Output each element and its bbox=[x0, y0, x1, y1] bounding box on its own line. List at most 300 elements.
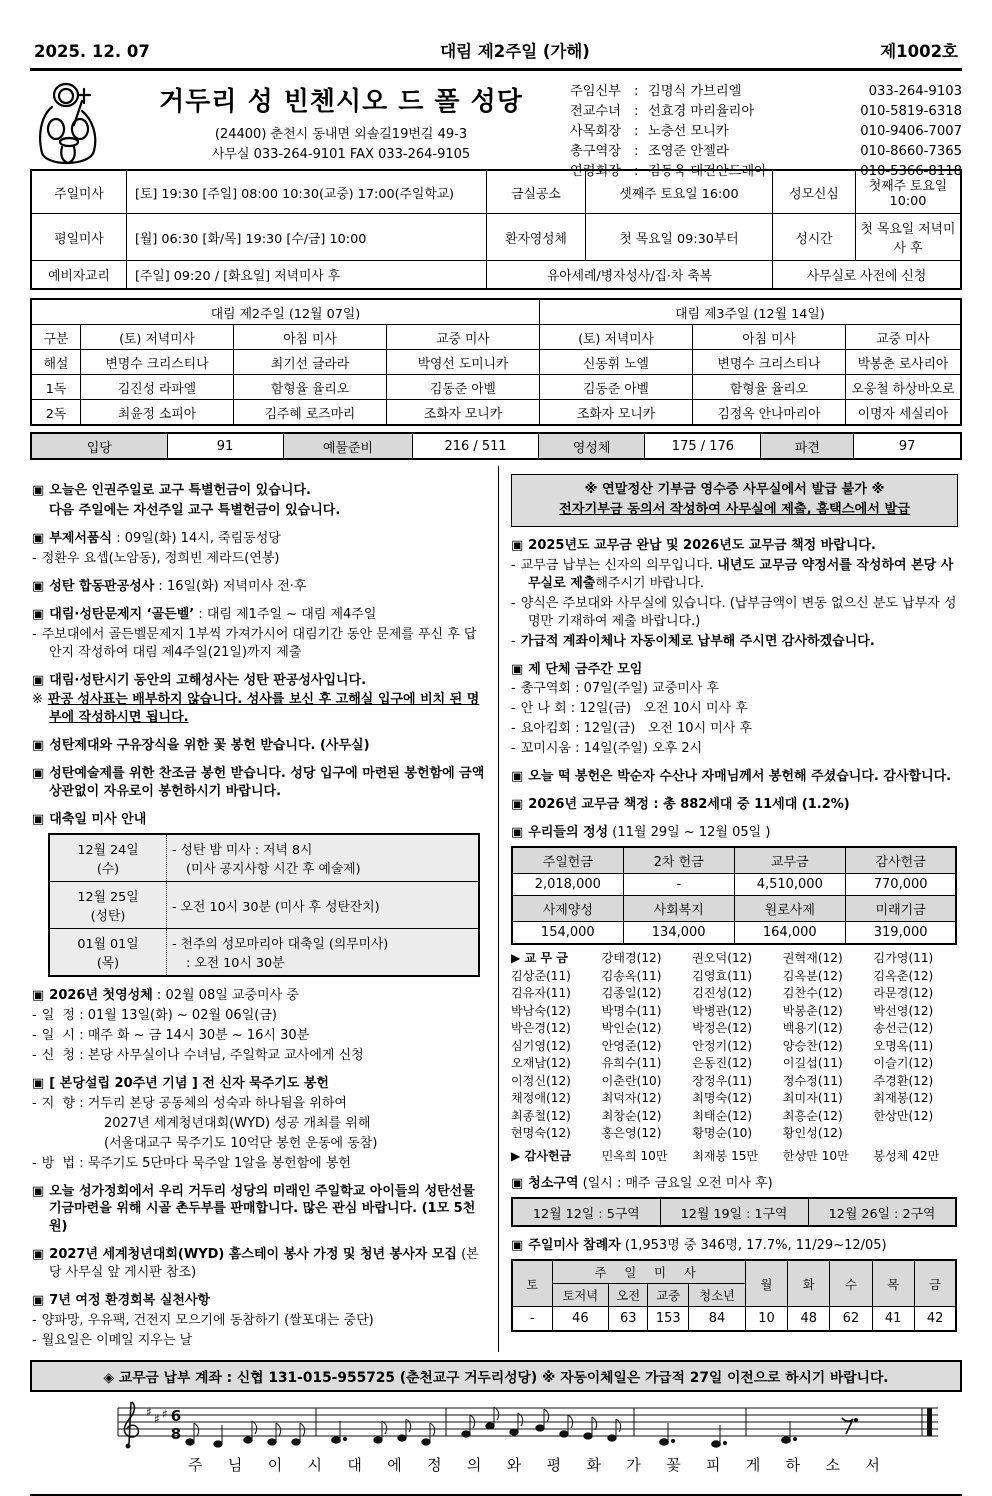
col-header: 주 일 미 사 bbox=[552, 1260, 745, 1284]
bullet-icon: - bbox=[32, 626, 37, 642]
cell: 성모신심 bbox=[773, 170, 856, 214]
donor-name: 오재남(12) bbox=[511, 1056, 571, 1071]
line-text: 꼬미시움 : 14일(주일) 오후 2시 bbox=[520, 741, 703, 757]
announcements-right-column bbox=[498, 466, 962, 1352]
announcement-line bbox=[511, 824, 962, 842]
bullet-icon: ▣ bbox=[511, 797, 524, 813]
line-text: 성탄 합동판공성사 bbox=[49, 578, 155, 594]
donor-name: 이슬기(12) bbox=[873, 1056, 934, 1071]
donor-name: 은동진(12) bbox=[692, 1056, 753, 1071]
donor-name: 권오덕(12) bbox=[692, 951, 753, 966]
bullet-icon: ▣ bbox=[511, 769, 524, 785]
line-text: 대림·성탄시기 동안의 고해성사는 성탄 판공성사입니다. bbox=[49, 672, 367, 688]
cell: [토] 19:30 [주일] 08:00 10:30(교중) 17:00(주일학교) bbox=[127, 170, 487, 214]
church-block bbox=[30, 71, 962, 180]
line-text: 다음 주일에는 자선주일 교구 특별헌금이 있습니다. bbox=[49, 502, 341, 518]
line-text: 주일미사 참례자 bbox=[528, 1238, 621, 1254]
lyric-syllable: 님 bbox=[227, 1456, 243, 1474]
cell: 41 bbox=[872, 1307, 914, 1332]
announcement-line bbox=[32, 530, 486, 548]
announcement-line bbox=[511, 557, 962, 593]
stat-value: 91 bbox=[167, 434, 283, 458]
announcement-line bbox=[511, 720, 962, 738]
feast-date-cell bbox=[49, 882, 167, 929]
announcement-line bbox=[32, 691, 486, 727]
staff-name: 김명식 가브리엘 bbox=[648, 84, 742, 99]
col-header: (토) 저녁미사 bbox=[81, 325, 234, 350]
lyric-syllable: 이 bbox=[267, 1456, 283, 1474]
table-row bbox=[31, 261, 961, 290]
bullet-icon: ※ bbox=[32, 692, 43, 708]
cell: 이명자 세실리아 bbox=[846, 400, 962, 426]
line-text: : 02월 08일 교중미사 중 bbox=[152, 988, 299, 1004]
table-row bbox=[31, 400, 961, 426]
cell: 770,000 bbox=[845, 874, 956, 896]
page-header bbox=[30, 38, 962, 71]
col-header: 수 bbox=[830, 1260, 872, 1307]
cell: 감사헌금 bbox=[845, 847, 956, 874]
cell: 셋째주 토요일 16:00 bbox=[586, 170, 773, 214]
staff-role: 주임신부 bbox=[570, 84, 621, 99]
feast-day: (성탄) bbox=[90, 909, 126, 925]
donor-name: 강태경(12) bbox=[601, 951, 662, 966]
feast-desc-cell bbox=[167, 882, 480, 929]
announcement-line bbox=[32, 578, 486, 596]
line-text: 2026년 교무금 책정 : 총 882세대 중 11세대 (1.2%) bbox=[528, 797, 850, 813]
announcement-line bbox=[32, 1027, 486, 1045]
line-text: 판공 성사표는 배부하지 않습니다. 성사를 보신 후 고해실 입구에 비치 된 명부에 작성하시면 됩니다. bbox=[47, 692, 480, 726]
header-date: 2025. 12. 07 bbox=[34, 42, 150, 61]
lyric-syllable: 대 bbox=[347, 1456, 362, 1474]
thanks-offering-grid bbox=[511, 1148, 962, 1166]
bullet-icon: - bbox=[32, 1008, 37, 1023]
donor-name: 김상준(11) bbox=[511, 968, 571, 983]
donor-name: 현명숙(12) bbox=[511, 1126, 571, 1141]
line-text: 부제서품식 bbox=[49, 530, 113, 546]
bullet-icon: ▣ bbox=[511, 537, 524, 553]
donor-name: 박병관(12) bbox=[692, 1003, 753, 1018]
line-text: : 16일(화) 저녁미사 전·후 bbox=[154, 578, 307, 594]
donor-name: 황명순(10) bbox=[692, 1126, 753, 1141]
announcement-line bbox=[32, 1075, 486, 1093]
table-row bbox=[512, 1198, 956, 1226]
staff-role: 총구역장 bbox=[570, 144, 621, 160]
bullet-icon: - bbox=[32, 1027, 37, 1043]
bullet-icon: - bbox=[32, 1095, 37, 1111]
cell: 평일미사 bbox=[31, 214, 127, 261]
table-row bbox=[49, 929, 479, 977]
donor-name: 장정우(11) bbox=[692, 1073, 753, 1088]
line-text: 내년도 교무금 약정서를 작성하여 본당 사무실로 제출 bbox=[528, 557, 954, 591]
cell: 변명수 크리스티나 bbox=[81, 350, 234, 375]
offering-rows bbox=[512, 847, 956, 944]
thanks-item: 한상만 10만 bbox=[782, 1148, 849, 1163]
cell: 12월 12일 : 5구역 bbox=[512, 1198, 660, 1226]
announcement-line bbox=[32, 1095, 486, 1113]
week-header: 대림 제2주일 (12월 07일) bbox=[31, 299, 540, 325]
cell: 김동준 아벨 bbox=[540, 375, 693, 400]
line-text: (11월 29일 ~ 12월 05일 ) bbox=[608, 825, 771, 841]
donor-name: 안정기(12) bbox=[692, 1038, 753, 1053]
lyric-syllable: 화 bbox=[586, 1456, 601, 1474]
lyric-syllable: 하 bbox=[785, 1456, 801, 1474]
feast-date: 12월 25일 bbox=[77, 890, 139, 906]
tax-receipt-notice-box bbox=[511, 474, 958, 527]
cell: 첫 목요일 저녁미사 후 bbox=[856, 214, 962, 261]
notice-line: 전자기부금 동의서 작성하여 사무실에 제출, 홈택스에서 발급 bbox=[558, 502, 911, 518]
donor-name: 김진성(12) bbox=[692, 986, 753, 1001]
church-logo-icon bbox=[30, 79, 112, 171]
feast-line: (미사 공지사항 시간 후 예술제) bbox=[186, 862, 361, 878]
sharp-2: ♯ bbox=[154, 1412, 160, 1426]
table-row bbox=[31, 214, 961, 261]
colon: : bbox=[634, 84, 639, 99]
line-text: (본당 사무실 앞 게시판 참조) bbox=[49, 1247, 479, 1281]
stat-value: 175 / 176 bbox=[644, 434, 760, 458]
stat-label: 예물준비 bbox=[283, 434, 413, 458]
bullet-icon: - bbox=[511, 557, 516, 573]
announcement-line bbox=[32, 811, 486, 829]
feast-line: - 천주의 성모마리아 대축일 (의무미사) bbox=[172, 937, 389, 953]
staff-row bbox=[570, 102, 962, 122]
line-text: 성탄예술제를 위한 찬조금 봉헌 받습니다. 성당 입구에 마련된 봉헌함에 금액 상관없이 자유로이 봉헌하시기 바랍니다. bbox=[49, 766, 489, 800]
col-header: (토) 저녁미사 bbox=[540, 325, 693, 350]
table-row bbox=[31, 299, 961, 325]
announcement-line bbox=[32, 1183, 486, 1237]
donor-name: 김영효(11) bbox=[692, 968, 753, 983]
announcements bbox=[30, 466, 962, 1352]
line-text: 성탄제대와 구유장식을 위한 꽃 봉헌 받습니다. (사무실) bbox=[49, 738, 370, 754]
announcement-line bbox=[32, 606, 486, 624]
cell: 김정옥 안나마리아 bbox=[693, 400, 846, 426]
cell: 함형율 율리오 bbox=[693, 375, 846, 400]
cell: 조화자 모니카 bbox=[387, 400, 540, 426]
announcement-line bbox=[32, 1155, 486, 1173]
cell: [월] 06:30 [화/목] 19:30 [수/금] 10:00 bbox=[127, 214, 487, 261]
cell: 2차 헌금 bbox=[623, 847, 734, 874]
colon: : bbox=[634, 104, 639, 120]
bullet-icon: ▣ bbox=[511, 825, 524, 841]
bullet-icon: ▣ bbox=[511, 1176, 524, 1192]
sharp-1: ♯ bbox=[146, 1405, 152, 1419]
cell: 2,018,000 bbox=[512, 874, 623, 896]
donor-name: 이길섭(11) bbox=[782, 1056, 843, 1071]
week-header: 대림 제3주일 (12월 14일) bbox=[540, 299, 962, 325]
bullet-icon: ▣ bbox=[32, 578, 45, 594]
cell: 46 bbox=[552, 1307, 609, 1332]
cell: 주일헌금 bbox=[512, 847, 623, 874]
hymn-lyrics bbox=[188, 1454, 880, 1475]
cell: 최윤정 소피아 bbox=[81, 400, 234, 426]
cell: 신동휘 노엘 bbox=[540, 350, 693, 375]
feast-rows bbox=[49, 834, 479, 976]
table-row bbox=[49, 882, 479, 929]
feast-date: 12월 24일 bbox=[77, 843, 139, 859]
col-header: 금 bbox=[914, 1260, 956, 1307]
bullet-icon: - bbox=[511, 741, 516, 757]
donor-name: 최태순(12) bbox=[692, 1108, 753, 1123]
cell: 환자영성체 bbox=[487, 214, 586, 261]
line-text: 월요일은 이메일 지우는 날 bbox=[41, 1333, 193, 1349]
col-header: 구분 bbox=[31, 325, 81, 350]
col-header: 아침 미사 bbox=[234, 325, 387, 350]
donor-name: 김종일(12) bbox=[601, 986, 662, 1001]
line-text: 2027년 세계청년대회(WYD) 성공 개최를 위해 bbox=[104, 1115, 371, 1131]
stat-label: 파견 bbox=[760, 434, 853, 458]
bullet-icon: ▣ bbox=[32, 672, 45, 688]
cell: 84 bbox=[689, 1307, 746, 1332]
line-text: [ 본당설립 20주년 기념 ] 전 신자 묵주기도 봉헌 bbox=[49, 1075, 329, 1091]
cell: 오웅철 하상바오로 bbox=[846, 375, 962, 400]
announcement-line bbox=[511, 700, 962, 718]
announcement-line bbox=[511, 740, 962, 758]
cell: 성시간 bbox=[773, 214, 856, 261]
announcement-line bbox=[32, 737, 486, 755]
line-text: (서울대교구 묵주기도 10억단 봉헌 운동에 동참) bbox=[104, 1135, 378, 1151]
announcement-line bbox=[511, 595, 962, 631]
col-header: 교중 bbox=[648, 1284, 689, 1307]
feast-line: : 오전 10시 30분 bbox=[186, 956, 285, 972]
donor-name: 주경환(12) bbox=[873, 1073, 934, 1088]
lyric-syllable: 꽃 bbox=[666, 1456, 681, 1474]
line-text: 총구역회 : 07일(주일) 교중미사 후 bbox=[520, 681, 719, 697]
lyric-syllable: 피 bbox=[705, 1456, 721, 1474]
cell: - bbox=[512, 1307, 552, 1332]
col-header: 화 bbox=[788, 1260, 830, 1307]
cell: 12월 19일 : 1구역 bbox=[660, 1198, 808, 1226]
right-seg2 bbox=[511, 1175, 962, 1193]
announcement-line bbox=[32, 626, 486, 662]
staff-role: 연령회장 bbox=[570, 164, 621, 180]
cell: 12월 26일 : 2구역 bbox=[808, 1198, 956, 1226]
announcement-line bbox=[511, 1237, 962, 1255]
feast-date-cell bbox=[49, 834, 167, 882]
donor-name: 한상만(12) bbox=[873, 1108, 934, 1123]
cell: 134,000 bbox=[623, 922, 734, 945]
staff-phone: 010-8660-7365 bbox=[860, 144, 962, 160]
announcement-line bbox=[511, 661, 962, 679]
donor-name: 안영준(12) bbox=[601, 1038, 662, 1053]
donor-name: 라문경(12) bbox=[873, 986, 934, 1001]
line-text: 2026년 첫영성체 bbox=[49, 988, 153, 1004]
donor-name: 김옥춘(12) bbox=[873, 968, 934, 983]
line-text: 2025년도 교무금 완납 및 2026년도 교무금 책정 바랍니다. bbox=[528, 537, 876, 553]
donor-name: 최종철(12) bbox=[511, 1108, 571, 1123]
cell: 2독 bbox=[31, 400, 81, 426]
left-seg1 bbox=[32, 482, 489, 829]
line-text: : 09일(화) 14시, 죽림동성당 bbox=[112, 530, 281, 546]
payment-account-bar: ◈ 교무금 납부 계좌 : 신협 131-015-955725 (춘천교구 거두리성당) ※ 자동이체일은 가급적 27일 이전으로 하시기 바랍니다. bbox=[30, 1360, 962, 1392]
cell: 주일미사 bbox=[31, 170, 127, 214]
left-seg2 bbox=[32, 987, 486, 1350]
church-address bbox=[112, 125, 570, 165]
donor-name: 최덕자(12) bbox=[601, 1091, 662, 1106]
line-text: 7년 여정 환경회복 실천사항 bbox=[49, 1293, 211, 1309]
cell: 원로사제 bbox=[734, 896, 845, 922]
page-title: 대림 제2주일 (가해) bbox=[440, 42, 590, 61]
line-text: 일 시 : 매주 화 ~ 금 14시 30분 ~ 16시 30분 bbox=[41, 1027, 310, 1043]
staff-name: 김동욱 대건안드레아 bbox=[648, 164, 767, 180]
line-text: 양식은 주보대와 사무실에 있습니다. (납부금액이 변동 없으신 분도 납부자 성명만 기재하여 제출 바랍니다.) bbox=[520, 595, 957, 629]
announcement-line bbox=[32, 765, 489, 801]
music-notation bbox=[90, 1398, 950, 1454]
donor-names-grid bbox=[511, 950, 962, 1143]
donors-label: ▶ 교 무 금 bbox=[511, 951, 568, 966]
stat-label: 영성체 bbox=[538, 434, 645, 458]
col-header: 토 bbox=[512, 1260, 552, 1307]
cell: 48 bbox=[788, 1307, 830, 1332]
donor-name: 김옥분(12) bbox=[782, 968, 843, 983]
col-header: 아침 미사 bbox=[693, 325, 846, 350]
bullet-icon: ▣ bbox=[32, 1075, 45, 1091]
colon: : bbox=[634, 164, 639, 180]
cell: 해설 bbox=[31, 350, 81, 375]
bullet-icon: - bbox=[511, 701, 516, 717]
donor-name: 홍은영(12) bbox=[601, 1126, 662, 1141]
staff-row bbox=[570, 142, 962, 162]
table-row bbox=[512, 1307, 956, 1332]
table-row bbox=[512, 922, 956, 945]
donor-name: 유희수(11) bbox=[601, 1056, 662, 1071]
donor-name: 박봉춘(12) bbox=[782, 1003, 843, 1018]
line-text: 방 법 : 묵주기도 5단마다 묵주알 1알을 봉헌함에 봉헌 bbox=[41, 1155, 351, 1171]
staff-role: 전교수녀 bbox=[570, 104, 621, 120]
col-header: 오전 bbox=[609, 1284, 648, 1307]
col-header: 교중 미사 bbox=[846, 325, 962, 350]
cell: 김동준 아벨 bbox=[387, 375, 540, 400]
donor-name: 오명옥(11) bbox=[873, 1038, 934, 1053]
cell: [주일] 09:20 / [화요일] 저녁미사 후 bbox=[127, 261, 487, 290]
cell: 사무실로 사전에 신청 bbox=[773, 261, 962, 290]
cell: 김진성 라파엘 bbox=[81, 375, 234, 400]
time-sig-top: 6 bbox=[170, 1407, 182, 1425]
ministry-schedule-table bbox=[30, 298, 962, 426]
feast-day: (목) bbox=[96, 956, 120, 972]
bullet-icon: ▣ bbox=[32, 1247, 45, 1263]
cell: 최기선 글라라 bbox=[234, 350, 387, 375]
announcement-line bbox=[32, 502, 486, 520]
donor-name: 이춘란(10) bbox=[601, 1073, 662, 1088]
sunday-attendance-table bbox=[511, 1259, 957, 1332]
cell: 미래기금 bbox=[845, 896, 956, 922]
donor-name: 송선근(12) bbox=[873, 1021, 934, 1036]
announcement-line bbox=[511, 768, 962, 786]
feast-day: (수) bbox=[96, 862, 120, 878]
cell: 박봉춘 로사리아 bbox=[846, 350, 962, 375]
bullet-icon: - bbox=[32, 1333, 37, 1349]
donor-name: 이정신(12) bbox=[511, 1073, 571, 1088]
feast-date-cell bbox=[49, 929, 167, 977]
donor-name: 채정애(12) bbox=[511, 1091, 571, 1106]
table-row bbox=[31, 375, 961, 400]
staff-phone: 033-264-9103 bbox=[868, 84, 962, 99]
cell: 154,000 bbox=[512, 922, 623, 945]
cell: 4,510,000 bbox=[734, 874, 845, 896]
lyric-syllable: 주 bbox=[188, 1456, 203, 1474]
feast-desc-cell bbox=[167, 929, 480, 977]
notice-line: ※ 연말정산 기부금 영수증 사무실에서 발급 불가 ※ bbox=[584, 482, 885, 497]
donor-name: 김유자(11) bbox=[511, 986, 571, 1001]
announcement-line bbox=[32, 1047, 486, 1065]
hymn-section bbox=[30, 1396, 962, 1490]
line-text: 정환우 요셉(노암동), 정희빈 제라드(연봉) bbox=[41, 550, 280, 566]
thanks-item: 봉성체 42만 bbox=[873, 1148, 940, 1163]
colon: : bbox=[634, 144, 639, 160]
announcement-line bbox=[32, 550, 486, 568]
cell: 10 bbox=[745, 1307, 787, 1332]
donor-name: 최재봉(12) bbox=[873, 1091, 934, 1106]
cell: 153 bbox=[648, 1307, 689, 1332]
bullet-icon: - bbox=[511, 595, 516, 611]
cell: 함형율 율리오 bbox=[234, 375, 387, 400]
bullet-icon: - bbox=[32, 550, 37, 566]
right-seg3 bbox=[511, 1237, 962, 1255]
cell: 319,000 bbox=[845, 922, 956, 945]
announcement-line bbox=[32, 1115, 486, 1133]
line-text: 오늘은 인권주일로 교구 특별헌금이 있습니다. bbox=[49, 483, 311, 498]
cell: 김주혜 로즈마리 bbox=[234, 400, 387, 426]
line-text: 안 나 회 : 12일(금) 오전 10시 미사 후 bbox=[520, 701, 748, 717]
announcement-line bbox=[32, 1332, 486, 1350]
col-header: 교중 미사 bbox=[387, 325, 540, 350]
cell: 63 bbox=[609, 1307, 648, 1332]
lyric-syllable: 서 bbox=[865, 1456, 880, 1474]
announcement-line bbox=[32, 672, 486, 690]
line-text: (일시 : 매주 금요일 오전 미사 후) bbox=[578, 1176, 773, 1192]
stat-value: 97 bbox=[853, 434, 960, 458]
bullet-icon: ▣ bbox=[32, 1183, 45, 1199]
donor-name: 김찬수(12) bbox=[782, 986, 843, 1001]
donor-name: 박남숙(12) bbox=[511, 1003, 571, 1018]
bullet-icon: ▣ bbox=[32, 530, 45, 546]
time-sig-bottom: 8 bbox=[170, 1425, 182, 1443]
line-text: 청소구역 bbox=[528, 1176, 579, 1192]
announcement-line bbox=[511, 633, 962, 651]
donor-name: 황인성(12) bbox=[782, 1126, 843, 1141]
stat-value: 216 / 511 bbox=[412, 434, 537, 458]
staff-name: 노충선 모니카 bbox=[648, 124, 729, 140]
donor-name: 최명숙(12) bbox=[692, 1091, 753, 1106]
announcement-line bbox=[32, 1007, 486, 1025]
lyric-syllable: 게 bbox=[745, 1456, 761, 1474]
announcement-line bbox=[32, 987, 486, 1005]
line-text: 요아킴회 : 12일(금) 오전 10시 미사 후 bbox=[520, 721, 753, 737]
bullet-icon: - bbox=[32, 1155, 37, 1171]
cell: 조화자 모니카 bbox=[540, 400, 693, 426]
donor-name: 박정은(12) bbox=[692, 1021, 753, 1036]
line-text: 해주시기 바랍니다. bbox=[595, 575, 705, 591]
bullet-icon: ▣ bbox=[32, 766, 45, 782]
donor-name: 김송옥(11) bbox=[601, 968, 662, 983]
announcements-left-column bbox=[30, 466, 498, 1352]
announcement-line bbox=[32, 1312, 486, 1330]
thanks-item: 민옥희 10만 bbox=[601, 1148, 668, 1163]
cell: 유아세례/병자성사/집·차 축복 bbox=[487, 261, 773, 290]
line-text: 제 단체 금주간 모임 bbox=[528, 661, 643, 677]
donor-name: 양승찬(12) bbox=[782, 1038, 843, 1053]
bullet-icon: ▣ bbox=[32, 738, 45, 754]
table-row bbox=[512, 1260, 956, 1284]
donor-name: 김가영(11) bbox=[873, 951, 934, 966]
feast-line: - 성탄 밤 미사 : 저녁 8시 bbox=[172, 843, 313, 859]
line-text: 일 정 : 01월 13일(화) ~ 02월 06일(금) bbox=[41, 1008, 277, 1023]
cell: 사회복지 bbox=[623, 896, 734, 922]
bullet-icon: - bbox=[511, 721, 516, 737]
line-text: 교무금 납부는 신자의 의무입니다. bbox=[520, 557, 718, 573]
lyric-syllable: 정 bbox=[427, 1456, 442, 1474]
staff-row bbox=[570, 122, 962, 142]
line-text: 주보대에서 골든벨문제지 1부씩 가져가시어 대림기간 동안 문제를 푸신 후 답안지 작성하여 대림 제4주일(21일)까지 제출 bbox=[41, 626, 477, 660]
